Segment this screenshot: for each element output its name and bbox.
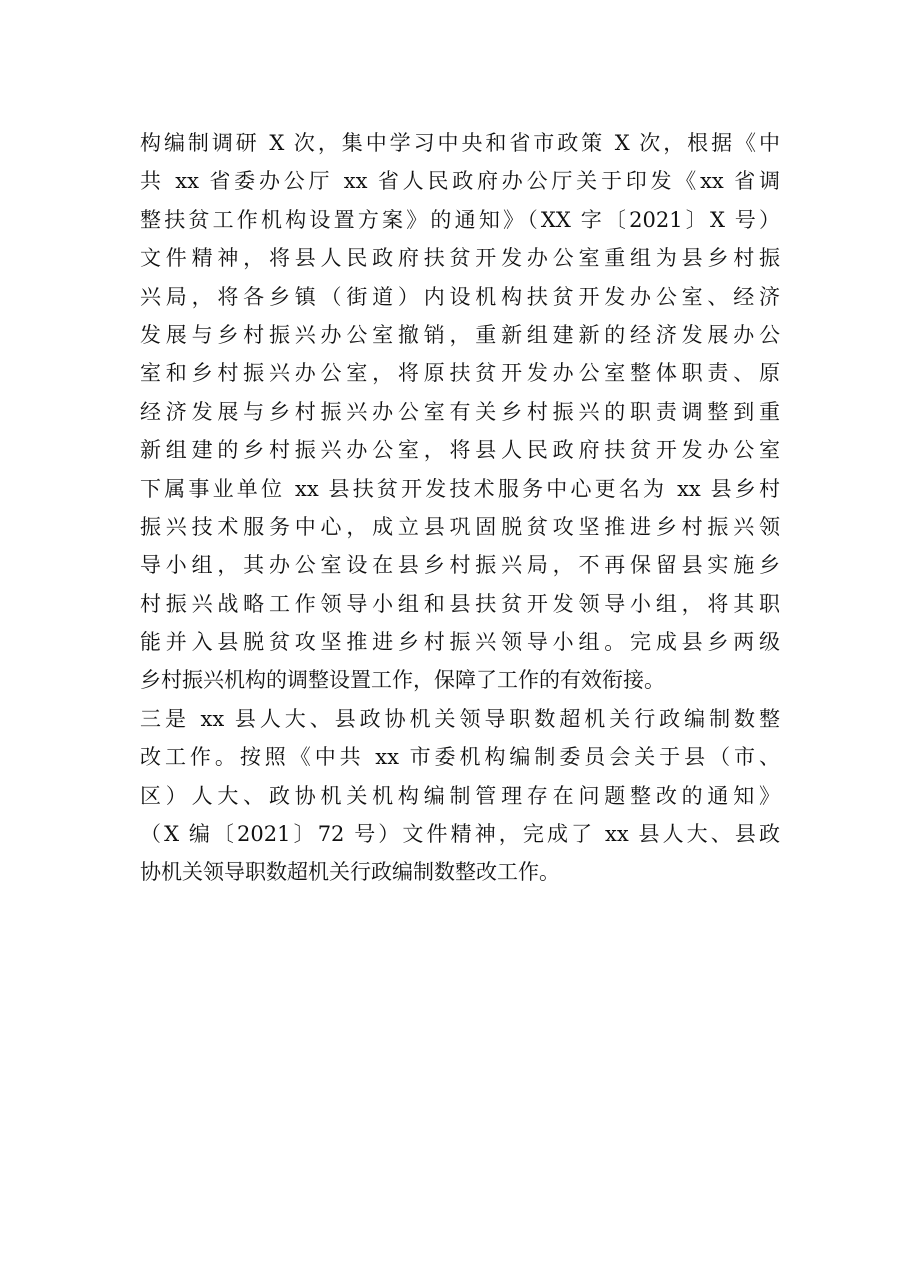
text-line: 乡村振兴机构的调整设置工作，保障了工作的有效衔接。	[140, 668, 665, 693]
text-line: 共 xx 省委办公厅 xx 省人民政府办公厅关于印发《xx 省调	[140, 169, 780, 194]
text-line: （X 编〔2021〕72 号）文件精神，完成了 xx 县人大、县政	[140, 822, 780, 847]
text-line: 能并入县脱贫攻坚推进乡村振兴领导小组。完成县乡两级	[140, 630, 780, 655]
text-line: 构编制调研 X 次，集中学习中央和省市政策 X 次，根据《中	[140, 131, 780, 155]
text-line: 振兴技术服务中心，成立县巩固脱贫攻坚推进乡村振兴领	[140, 514, 780, 539]
text-line: 导小组，其办公室设在县乡村振兴局，不再保留县实施乡	[140, 553, 780, 578]
text-line: 区）人大、政协机关机构编制管理存在问题整改的通知》	[140, 783, 780, 808]
text-line: 新组建的乡村振兴办公室，将县人民政府扶贫开发办公室	[140, 438, 780, 463]
text-line: 室和乡村振兴办公室，将原扶贫开发办公室整体职责、原	[140, 361, 780, 386]
text-line: 兴局，将各乡镇（街道）内设机构扶贫开发办公室、经济	[140, 284, 780, 309]
text-line: 整扶贫工作机构设置方案》的通知》（XX 字〔2021〕X 号）	[140, 207, 780, 232]
text-line: 协机关领导职数超机关行政编制数整改工作。	[140, 860, 560, 885]
text-line: 村振兴战略工作领导小组和县扶贫开发领导小组，将其职	[140, 591, 780, 616]
text-line: 发展与乡村振兴办公室撤销，重新组建新的经济发展办公	[140, 322, 780, 347]
text-line: 下属事业单位 xx 县扶贫开发技术服务中心更名为 xx 县乡村	[140, 476, 780, 501]
body-text	[140, 124, 780, 892]
text-line: 文件精神，将县人民政府扶贫开发办公室重组为县乡村振	[140, 246, 780, 271]
text-line: 改工作。按照《中共 xx 市委机构编制委员会关于县（市、	[140, 745, 780, 770]
text-line: 经济发展与乡村振兴办公室有关乡村振兴的职责调整到重	[140, 399, 780, 424]
text-line: 三是 xx 县人大、县政协机关领导职数超机关行政编制数整	[140, 706, 780, 731]
